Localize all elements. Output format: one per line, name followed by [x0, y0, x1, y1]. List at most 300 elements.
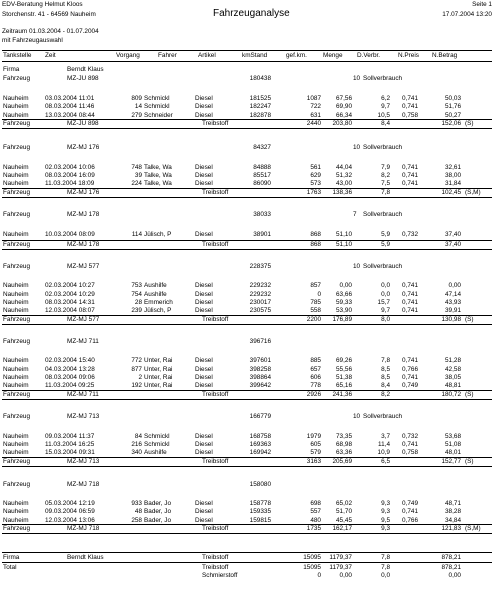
divider — [2, 466, 492, 467]
cell-kmstand: 397601 — [249, 357, 271, 364]
cell-nbetrag: 53,68 — [445, 433, 461, 440]
cell-vorgang: 754 — [131, 291, 142, 298]
cell-artikel: Diesel — [195, 357, 213, 364]
cell-menge: 69,26 — [336, 357, 352, 364]
cell-fahrer: Unter, Rai — [144, 357, 173, 364]
cell-npreis: 0,741 — [402, 441, 418, 448]
cell-zeit: 08.03.2004 14:31 — [45, 299, 95, 306]
cell-artikel: Diesel — [195, 164, 213, 171]
total-label: Fahrzeug — [3, 316, 30, 323]
cell-fahrer: Emmerich — [144, 299, 173, 306]
total-km: 1763 — [306, 189, 321, 196]
cell-gefkm: 0 — [317, 291, 321, 298]
vehicle-total — [0, 458, 498, 466]
soll-value: 10 — [353, 144, 361, 151]
cell-artikel: Diesel — [195, 299, 213, 306]
vehicle-label: Fahrzeug — [3, 144, 30, 151]
total-artikel: Treibstoff — [202, 458, 229, 465]
total-artikel: Treibstoff — [202, 525, 229, 532]
cell-vorgang: 39 — [134, 172, 142, 179]
cell-zeit: 11.03.2004 16:25 — [45, 441, 95, 448]
table-row — [0, 172, 498, 180]
cell-nbetrag: 51,08 — [445, 441, 461, 448]
total-dverbr: 8,2 — [381, 391, 390, 398]
firma-total-label: Firma — [3, 554, 20, 561]
cell-fahrer: Bader, Jo — [144, 500, 172, 507]
table-row — [0, 282, 498, 290]
cell-npreis: 0,741 — [402, 180, 418, 187]
report-title: Fahrzeuganalyse — [213, 8, 290, 19]
cell-tankstelle: Nauheim — [3, 172, 29, 179]
cell-dverbr: 8,4 — [381, 382, 390, 389]
col-nbetrag: N.Betrag — [432, 52, 458, 59]
cell-nbetrag: 42,58 — [445, 366, 461, 373]
cell-artikel: Diesel — [195, 103, 213, 110]
cell-zeit: 11.03.2004 09:25 — [45, 382, 95, 389]
cell-zeit: 02.03.2004 10:27 — [45, 282, 95, 289]
cell-artikel: Diesel — [195, 517, 213, 524]
grand-total-km: 0 — [317, 572, 321, 579]
cell-artikel: Diesel — [195, 508, 213, 515]
total-km: 1735 — [306, 525, 321, 532]
cell-menge: 51,10 — [336, 231, 352, 238]
vehicle-start-km: 396716 — [249, 338, 271, 345]
cell-npreis: 0,741 — [402, 164, 418, 171]
cell-dverbr: 8,5 — [381, 374, 390, 381]
vehicle-label: Fahrzeug — [3, 211, 30, 218]
vehicle-total — [0, 241, 498, 249]
cell-kmstand: 182878 — [249, 112, 271, 119]
cell-fahrer: Unter, Rai — [144, 374, 173, 381]
cell-fahrer: Talke, Wa — [144, 164, 172, 171]
cell-zeit: 12.03.2004 13:06 — [45, 517, 95, 524]
cell-fahrer: Aushilfe — [144, 282, 167, 289]
vehicle-start-km: 180438 — [249, 75, 271, 82]
soll-label: Sollverbrauch — [363, 211, 403, 218]
cell-tankstelle: Nauheim — [3, 508, 29, 515]
total-km: 3163 — [306, 458, 321, 465]
cell-tankstelle: Nauheim — [3, 307, 29, 314]
cell-kmstand: 229232 — [249, 282, 271, 289]
cell-nbetrag: 47,14 — [445, 291, 461, 298]
cell-kmstand: 181525 — [249, 95, 271, 102]
total-menge: 138,36 — [332, 189, 352, 196]
cell-tankstelle: Nauheim — [3, 366, 29, 373]
cell-artikel: Diesel — [195, 307, 213, 314]
report-mode: mit Fahrzeugauswahl — [2, 37, 63, 44]
total-label: Fahrzeug — [3, 525, 30, 532]
total-betrag: 152,77 — [441, 458, 461, 465]
print-date: 17.07.2004 13:20 — [442, 11, 492, 18]
cell-vorgang: 772 — [131, 357, 142, 364]
total-note: (S) — [465, 391, 474, 398]
total-note: (S,M) — [465, 189, 481, 196]
cell-zeit: 02.03.2004 15:40 — [45, 357, 95, 364]
total-dverbr: 6,5 — [381, 458, 390, 465]
cell-zeit: 09.03.2004 11:37 — [45, 433, 95, 440]
cell-dverbr: 0,0 — [381, 282, 390, 289]
cell-dverbr: 7,9 — [381, 164, 390, 171]
total-dverbr: 9,3 — [381, 525, 390, 532]
cell-menge: 63,66 — [336, 291, 352, 298]
total-artikel: Treibstoff — [202, 241, 229, 248]
grand-total-label: Total — [3, 564, 17, 571]
vehicle-label: Fahrzeug — [3, 263, 30, 270]
soll-label: Sollverbrauch — [363, 263, 403, 270]
divider — [2, 197, 492, 198]
cell-kmstand: 159815 — [249, 517, 271, 524]
cell-nbetrag: 37,40 — [445, 231, 461, 238]
divider — [2, 128, 492, 129]
vehicle-header — [0, 144, 498, 152]
cell-gefkm: 579 — [310, 449, 321, 456]
cell-tankstelle: Nauheim — [3, 282, 29, 289]
vehicle-start-km: 38033 — [253, 211, 271, 218]
cell-kmstand: 229232 — [249, 291, 271, 298]
vehicle-start-km: 84327 — [253, 144, 271, 151]
cell-fahrer: Jülisch, P — [144, 231, 172, 238]
vehicle-start-km: 158080 — [249, 481, 271, 488]
cell-menge: 63,36 — [336, 449, 352, 456]
cell-vorgang: 809 — [131, 95, 142, 102]
cell-zeit: 02.03.2004 10:29 — [45, 291, 95, 298]
col-menge: Menge — [323, 52, 343, 59]
table-row — [0, 357, 498, 365]
cell-menge: 73,35 — [336, 433, 352, 440]
total-betrag: 180,72 — [441, 391, 461, 398]
vehicle-header — [0, 75, 498, 83]
cell-dverbr: 6,2 — [381, 95, 390, 102]
cell-gefkm: 558 — [310, 307, 321, 314]
total-dverbr: 8,4 — [381, 120, 390, 127]
cell-nbetrag: 32,61 — [445, 164, 461, 171]
grand-total-menge: 1179,37 — [329, 564, 352, 571]
cell-nbetrag: 38,28 — [445, 508, 461, 515]
total-km: 2440 — [306, 120, 321, 127]
cell-menge: 59,33 — [336, 299, 352, 306]
table-row — [0, 299, 498, 307]
vehicle-start-km: 166779 — [249, 413, 271, 420]
cell-nbetrag: 39,91 — [445, 307, 461, 314]
table-row — [0, 374, 498, 382]
cell-nbetrag: 31,84 — [445, 180, 461, 187]
firma-total-artikel: Treibstoff — [202, 554, 229, 561]
cell-gefkm: 605 — [310, 441, 321, 448]
cell-nbetrag: 48,71 — [445, 500, 461, 507]
total-betrag: 102,45 — [441, 189, 461, 196]
cell-gefkm: 629 — [310, 172, 321, 179]
firma-label: Firma — [3, 66, 20, 73]
table-row — [0, 382, 498, 390]
cell-dverbr: 11,4 — [378, 441, 390, 448]
cell-zeit: 15.03.2004 09:31 — [45, 449, 95, 456]
total-note: (S) — [465, 120, 474, 127]
cell-gefkm: 857 — [310, 282, 321, 289]
soll-value: 10 — [353, 413, 361, 420]
total-betrag: 152,06 — [441, 120, 461, 127]
cell-nbetrag: 43,93 — [445, 299, 461, 306]
cell-nbetrag: 48,81 — [445, 382, 461, 389]
cell-tankstelle: Nauheim — [3, 500, 29, 507]
cell-dverbr: 5,9 — [381, 231, 390, 238]
cell-vorgang: 28 — [134, 299, 142, 306]
cell-kmstand: 158778 — [249, 500, 271, 507]
table-row — [0, 449, 498, 457]
total-label: Fahrzeug — [3, 120, 30, 127]
firma-total — [0, 554, 498, 562]
grand-total-dverbr: 7,8 — [381, 564, 390, 571]
cell-vorgang: 279 — [131, 112, 142, 119]
cell-npreis: 0,749 — [402, 382, 418, 389]
cell-zeit: 09.03.2004 06:59 — [45, 508, 95, 515]
cell-artikel: Diesel — [195, 433, 213, 440]
table-row — [0, 500, 498, 508]
cell-zeit: 12.03.2004 08:07 — [45, 307, 95, 314]
cell-tankstelle: Nauheim — [3, 357, 29, 364]
cell-kmstand: 159335 — [249, 508, 271, 515]
cell-artikel: Diesel — [195, 366, 213, 373]
vehicle-plate: MZ-MJ 711 — [67, 338, 99, 345]
cell-npreis: 0,741 — [402, 299, 418, 306]
cell-kmstand: 230017 — [249, 299, 271, 306]
cell-gefkm: 885 — [310, 357, 321, 364]
col-artikel: Artikel — [198, 52, 216, 59]
cell-dverbr: 9,5 — [381, 517, 390, 524]
cell-nbetrag: 48,01 — [445, 449, 461, 456]
cell-kmstand: 398864 — [249, 374, 271, 381]
table-row — [0, 307, 498, 315]
cell-dverbr: 10,9 — [377, 449, 390, 456]
soll-value: 7 — [353, 211, 357, 218]
total-km: 2200 — [306, 316, 321, 323]
soll-label: Sollverbrauch — [363, 144, 403, 151]
vehicle-total — [0, 120, 498, 128]
cell-gefkm: 557 — [310, 508, 321, 515]
cell-fahrer: Talke, Wa — [144, 172, 172, 179]
col-fahrer: Fahrer — [158, 52, 177, 59]
cell-fahrer: Unter, Rai — [144, 382, 173, 389]
cell-gefkm: 561 — [310, 164, 321, 171]
cell-menge: 65,16 — [336, 382, 352, 389]
vehicle-start-km: 228375 — [249, 263, 271, 270]
divider — [2, 562, 492, 563]
table-row — [0, 164, 498, 172]
total-artikel: Treibstoff — [202, 189, 229, 196]
cell-tankstelle: Nauheim — [3, 517, 29, 524]
vehicle-plate: MZ-MJ 718 — [67, 481, 100, 488]
cell-npreis: 0,741 — [402, 172, 418, 179]
cell-artikel: Diesel — [195, 291, 213, 298]
total-km: 868 — [310, 241, 321, 248]
cell-kmstand: 38901 — [253, 231, 271, 238]
total-note: (S,M) — [465, 525, 481, 532]
cell-npreis: 0,741 — [402, 95, 418, 102]
cell-artikel: Diesel — [195, 374, 213, 381]
col-dverbr: D.Verbr. — [357, 52, 381, 59]
cell-fahrer: Schmickl — [144, 441, 170, 448]
company-address: Storchenstr. 41 - 64569 Nauheim — [2, 11, 96, 18]
cell-zeit: 11.03.2004 18:09 — [45, 180, 95, 187]
vehicle-plate: MZ-MJ 176 — [67, 144, 100, 151]
cell-fahrer: Schmickl — [144, 95, 170, 102]
cell-vorgang: 114 — [131, 231, 142, 238]
total-dverbr: 5,9 — [381, 241, 390, 248]
cell-vorgang: 239 — [131, 307, 142, 314]
cell-nbetrag: 34,84 — [445, 517, 461, 524]
grand-total-dverbr: 0,0 — [381, 572, 390, 579]
cell-fahrer: Talke, Wa — [144, 180, 172, 187]
cell-tankstelle: Nauheim — [3, 291, 29, 298]
firma-total-km: 15095 — [303, 554, 321, 561]
vehicle-plate: MZ-JU 898 — [67, 75, 99, 82]
total-label: Fahrzeug — [3, 189, 30, 196]
cell-menge: 44,04 — [336, 164, 352, 171]
total-label: Fahrzeug — [3, 241, 30, 248]
cell-vorgang: 48 — [134, 508, 142, 515]
cell-menge: 51,32 — [336, 172, 352, 179]
grand-total-betrag: 878,21 — [441, 564, 461, 571]
firma-total-name: Berndt Klaus — [67, 554, 104, 561]
divider — [2, 50, 492, 51]
cell-tankstelle: Nauheim — [3, 449, 29, 456]
cell-zeit: 13.03.2004 08:44 — [45, 112, 95, 119]
cell-fahrer: Bader, Jo — [144, 508, 172, 515]
cell-kmstand: 86090 — [253, 180, 271, 187]
cell-npreis: 0,741 — [402, 508, 418, 515]
total-betrag: 37,40 — [445, 241, 461, 248]
cell-kmstand: 230575 — [249, 307, 271, 314]
vehicle-total — [0, 391, 498, 399]
cell-tankstelle: Nauheim — [3, 382, 29, 389]
grand-total-row — [0, 572, 498, 580]
divider — [2, 399, 492, 400]
cell-nbetrag: 38,05 — [445, 374, 461, 381]
divider — [2, 552, 492, 553]
soll-label: Sollverbrauch — [363, 413, 403, 420]
column-header — [0, 52, 498, 60]
cell-artikel: Diesel — [195, 231, 213, 238]
total-menge: 51,10 — [336, 241, 352, 248]
cell-menge: 51,70 — [336, 508, 352, 515]
grand-total-row — [0, 564, 498, 572]
cell-dverbr: 8,2 — [381, 172, 390, 179]
soll-value: 10 — [353, 75, 361, 82]
cell-kmstand: 168758 — [249, 433, 271, 440]
total-label: Fahrzeug — [3, 458, 30, 465]
grand-total-artikel: Treibstoff — [202, 564, 229, 571]
firma-total-betrag: 878,21 — [441, 554, 461, 561]
cell-menge: 69,90 — [336, 103, 352, 110]
divider — [2, 249, 492, 250]
vehicle-header — [0, 338, 498, 346]
cell-menge: 65,02 — [336, 500, 352, 507]
cell-dverbr: 9,3 — [381, 508, 390, 515]
cell-dverbr: 8,5 — [381, 366, 390, 373]
total-label: Fahrzeug — [3, 391, 30, 398]
total-menge: 203,80 — [332, 120, 352, 127]
grand-total-km: 15095 — [303, 564, 321, 571]
cell-tankstelle: Nauheim — [3, 103, 29, 110]
cell-gefkm: 480 — [310, 517, 321, 524]
cell-menge: 45,45 — [336, 517, 352, 524]
cell-npreis: 0,766 — [402, 366, 418, 373]
cell-nbetrag: 50,27 — [445, 112, 461, 119]
cell-vorgang: 753 — [131, 282, 142, 289]
cell-fahrer: Aushilfe — [144, 291, 167, 298]
vehicle-header — [0, 481, 498, 489]
company-name: EDV-Beratung Helmut Kloos — [2, 1, 83, 8]
cell-dverbr: 9,7 — [381, 103, 390, 110]
cell-dverbr: 15,7 — [377, 299, 390, 306]
firma-name: Berndt Klaus — [67, 66, 104, 73]
cell-tankstelle: Nauheim — [3, 433, 29, 440]
total-plate: MZ-MJ 713 — [67, 458, 100, 465]
vehicle-label: Fahrzeug — [3, 338, 30, 345]
cell-gefkm: 657 — [310, 366, 321, 373]
col-kmstand: kmStand — [242, 52, 268, 59]
divider — [2, 61, 492, 62]
cell-menge: 43,00 — [336, 180, 352, 187]
cell-nbetrag: 38,00 — [445, 172, 461, 179]
soll-label: Sollverbrauch — [363, 75, 403, 82]
cell-npreis: 0,758 — [402, 449, 418, 456]
total-plate: MZ-MJ 178 — [67, 241, 100, 248]
cell-fahrer: Schmickl — [144, 433, 170, 440]
table-row — [0, 441, 498, 449]
col-npreis: N.Preis — [398, 52, 419, 59]
total-artikel: Treibstoff — [202, 120, 229, 127]
cell-vorgang: 340 — [131, 449, 142, 456]
cell-vorgang: 224 — [131, 180, 142, 187]
cell-gefkm: 778 — [310, 382, 321, 389]
cell-fahrer: Bader, Jo — [144, 517, 172, 524]
total-menge: 176,89 — [332, 316, 352, 323]
cell-nbetrag: 50,03 — [445, 95, 461, 102]
cell-npreis: 0,758 — [402, 112, 418, 119]
cell-dverbr: 7,8 — [381, 357, 390, 364]
cell-dverbr: 7,5 — [381, 180, 390, 187]
total-betrag: 130,98 — [441, 316, 461, 323]
vehicle-label: Fahrzeug — [3, 413, 30, 420]
total-menge: 162,17 — [332, 525, 352, 532]
total-artikel: Treibstoff — [202, 391, 229, 398]
cell-artikel: Diesel — [195, 180, 213, 187]
cell-dverbr: 9,3 — [381, 500, 390, 507]
total-note: (S) — [465, 458, 474, 465]
total-menge: 205,69 — [332, 458, 352, 465]
cell-vorgang: 216 — [131, 441, 142, 448]
cell-vorgang: 933 — [131, 500, 142, 507]
table-row — [0, 231, 498, 239]
cell-tankstelle: Nauheim — [3, 164, 29, 171]
total-dverbr: 7,8 — [381, 189, 390, 196]
cell-vorgang: 748 — [131, 164, 142, 171]
cell-fahrer: Schneider — [144, 112, 173, 119]
cell-menge: 55,56 — [336, 366, 352, 373]
table-row — [0, 508, 498, 516]
total-betrag: 121,83 — [441, 525, 461, 532]
divider — [2, 324, 492, 325]
total-menge: 241,36 — [332, 391, 352, 398]
cell-zeit: 08.03.2004 11:46 — [45, 103, 95, 110]
cell-menge: 51,38 — [336, 374, 352, 381]
vehicle-header — [0, 413, 498, 421]
cell-zeit: 02.03.2004 10:06 — [45, 164, 95, 171]
cell-zeit: 10.03.2004 08:09 — [45, 231, 95, 238]
cell-artikel: Diesel — [195, 95, 213, 102]
cell-artikel: Diesel — [195, 172, 213, 179]
vehicle-header — [0, 211, 498, 219]
